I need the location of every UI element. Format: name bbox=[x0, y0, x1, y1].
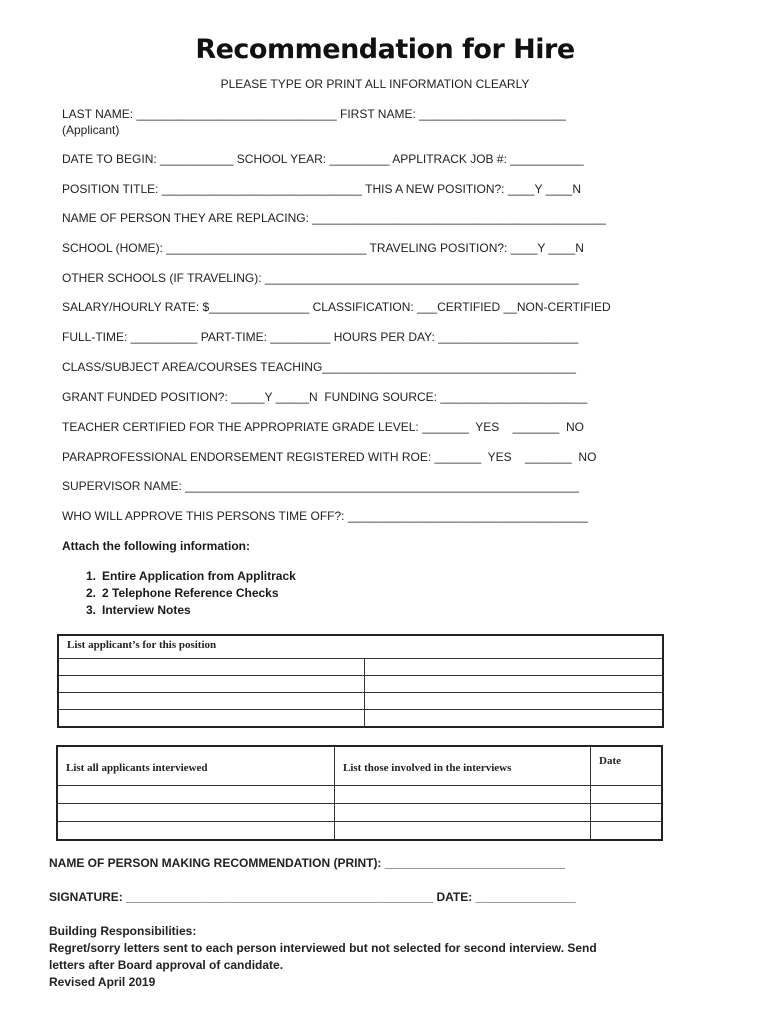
table-cell[interactable] bbox=[57, 804, 335, 822]
table-cell[interactable] bbox=[365, 710, 664, 728]
supervisor-name-line[interactable]: SUPERVISOR NAME: ___________________________________________________________ bbox=[62, 479, 579, 493]
paraprofessional-line[interactable]: PARAPROFESSIONAL ENDORSEMENT REGISTERED WITH ROE: _______ YES _______ NO bbox=[62, 450, 597, 464]
recommender-name-line[interactable]: NAME OF PERSON MAKING RECOMMENDATION (PRINT): ___________________________ bbox=[49, 856, 565, 870]
list-item: 2. 2 Telephone Reference Checks bbox=[86, 586, 279, 600]
salary-classification-line[interactable]: SALARY/HOURLY RATE: $_______________ CLASSIFICATION: ___CERTIFIED __NON-CERTIFIED bbox=[62, 300, 611, 314]
instructions-subtitle: PLEASE TYPE OR PRINT ALL INFORMATION CLEARLY bbox=[220, 77, 530, 91]
time-off-approver-line[interactable]: WHO WILL APPROVE THIS PERSONS TIME OFF?: ____________________________________ bbox=[62, 509, 589, 523]
signature-date-line[interactable]: SIGNATURE: ______________________________________________ DATE: _______________ bbox=[49, 890, 576, 904]
page-title: Recommendation for Hire bbox=[195, 34, 575, 65]
date-header: Date bbox=[591, 746, 663, 786]
grant-funded-line[interactable]: GRANT FUNDED POSITION?: _____Y _____N FUNDING SOURCE: ______________________ bbox=[62, 390, 588, 404]
table-cell[interactable] bbox=[335, 786, 591, 804]
table-cell[interactable] bbox=[591, 786, 663, 804]
table-row bbox=[58, 710, 663, 728]
footer-heading: Building Responsibilities: bbox=[49, 924, 197, 938]
attach-heading: Attach the following information: bbox=[62, 539, 250, 553]
building-responsibilities bbox=[49, 923, 689, 991]
table-cell[interactable] bbox=[335, 804, 591, 822]
table-cell[interactable] bbox=[58, 693, 365, 710]
revised-date: Revised April 2019 bbox=[49, 975, 156, 989]
applicant-note: (Applicant) bbox=[62, 123, 120, 137]
table-row bbox=[57, 804, 662, 822]
replacing-person-line[interactable]: NAME OF PERSON THEY ARE REPLACING: ____________________________________________ bbox=[62, 211, 606, 225]
other-schools-line[interactable]: OTHER SCHOOLS (IF TRAVELING): _______________________________________________ bbox=[62, 271, 579, 285]
table-cell[interactable] bbox=[591, 822, 663, 841]
footer-line-2: letters after Board approval of candidate. bbox=[49, 958, 284, 972]
table-cell[interactable] bbox=[57, 786, 335, 804]
last-first-name-line[interactable]: LAST NAME: ______________________________ FIRST NAME: ______________________ bbox=[62, 107, 566, 121]
table-cell[interactable] bbox=[58, 710, 365, 728]
list-item: 3. Interview Notes bbox=[86, 603, 191, 617]
involved-header: List those involved in the interviews bbox=[335, 746, 591, 786]
applicants-table bbox=[57, 634, 664, 728]
interviewed-header: List all applicants interviewed bbox=[57, 746, 335, 786]
date-school-year-line[interactable]: DATE TO BEGIN: ___________ SCHOOL YEAR: _________ APPLITRACK JOB #: ___________ bbox=[62, 152, 584, 166]
table-cell[interactable] bbox=[57, 822, 335, 841]
list-item: 1. Entire Application from Applitrack bbox=[86, 569, 296, 583]
courses-teaching-line[interactable]: CLASS/SUBJECT AREA/COURSES TEACHING______________________________________ bbox=[62, 360, 576, 374]
table-cell[interactable] bbox=[591, 804, 663, 822]
applicants-table-header: List applicant’s for this position bbox=[58, 635, 663, 659]
table-cell[interactable] bbox=[58, 659, 365, 676]
footer-line-1: Regret/sorry letters sent to each person interviewed but not selected for second interview. Send bbox=[49, 941, 597, 955]
attach-list bbox=[86, 568, 296, 619]
table-cell[interactable] bbox=[58, 676, 365, 693]
table-row bbox=[57, 822, 662, 841]
table-cell[interactable] bbox=[365, 676, 664, 693]
table-row bbox=[57, 786, 662, 804]
table-row bbox=[58, 659, 663, 676]
position-title-line[interactable]: POSITION TITLE: ______________________________ THIS A NEW POSITION?: ____Y ____N bbox=[62, 182, 581, 196]
school-home-line[interactable]: SCHOOL (HOME): ______________________________ TRAVELING POSITION?: ____Y ____N bbox=[62, 241, 584, 255]
table-cell[interactable] bbox=[365, 693, 664, 710]
interviews-table bbox=[56, 745, 663, 841]
table-row bbox=[58, 693, 663, 710]
table-cell[interactable] bbox=[365, 659, 664, 676]
fulltime-parttime-line[interactable]: FULL-TIME: __________ PART-TIME: _________ HOURS PER DAY: _____________________ bbox=[62, 330, 579, 344]
teacher-certified-line[interactable]: TEACHER CERTIFIED FOR THE APPROPRIATE GRADE LEVEL: _______ YES _______ NO bbox=[62, 420, 584, 434]
table-cell[interactable] bbox=[335, 822, 591, 841]
table-row bbox=[58, 676, 663, 693]
